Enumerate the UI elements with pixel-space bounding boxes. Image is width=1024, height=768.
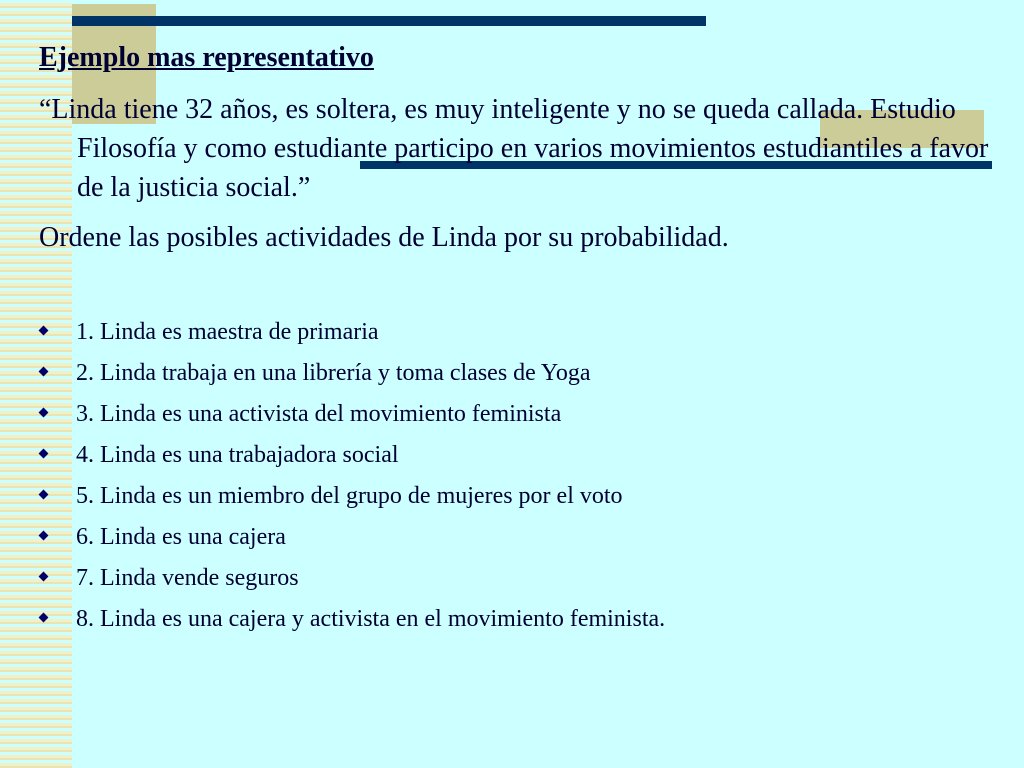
option-text: 3. Linda es una activista del movimiento feminista: [76, 401, 562, 427]
option-text: 6. Linda es una cajera: [76, 524, 286, 550]
option-text: 4. Linda es una trabajadora social: [76, 442, 399, 468]
diamond-bullet-icon: [39, 367, 49, 377]
diamond-bullet-icon: [39, 326, 49, 336]
option-text: 7. Linda vende seguros: [76, 565, 299, 591]
diamond-bullet-icon: [39, 449, 49, 459]
linda-description-quote: “Linda tiene 32 años, es soltera, es muy inteligente y no se queda callada. Estudio Filosofía y como estudiante participo en varios movimientos estudiantiles a favor de la justicia social.”: [39, 94, 989, 203]
ranking-instruction: Ordene las posibles actividades de Linda por su probabilidad.: [39, 222, 729, 253]
diamond-bullet-icon: [39, 490, 49, 500]
option-text: 8. Linda es una cajera y activista en el movimiento feminista.: [76, 606, 666, 632]
diamond-bullet-icon: [39, 613, 49, 623]
option-text: 1. Linda es maestra de primaria: [76, 319, 379, 345]
option-text: 5. Linda es un miembro del grupo de mujeres por el voto: [76, 483, 623, 509]
diamond-bullet-icon: [39, 531, 49, 541]
diamond-bullet-icon: [39, 572, 49, 582]
slide-heading: Ejemplo mas representativo: [39, 42, 374, 73]
option-text: 2. Linda trabaja en una librería y toma clases de Yoga: [76, 360, 591, 386]
diamond-bullet-icon: [39, 408, 49, 418]
